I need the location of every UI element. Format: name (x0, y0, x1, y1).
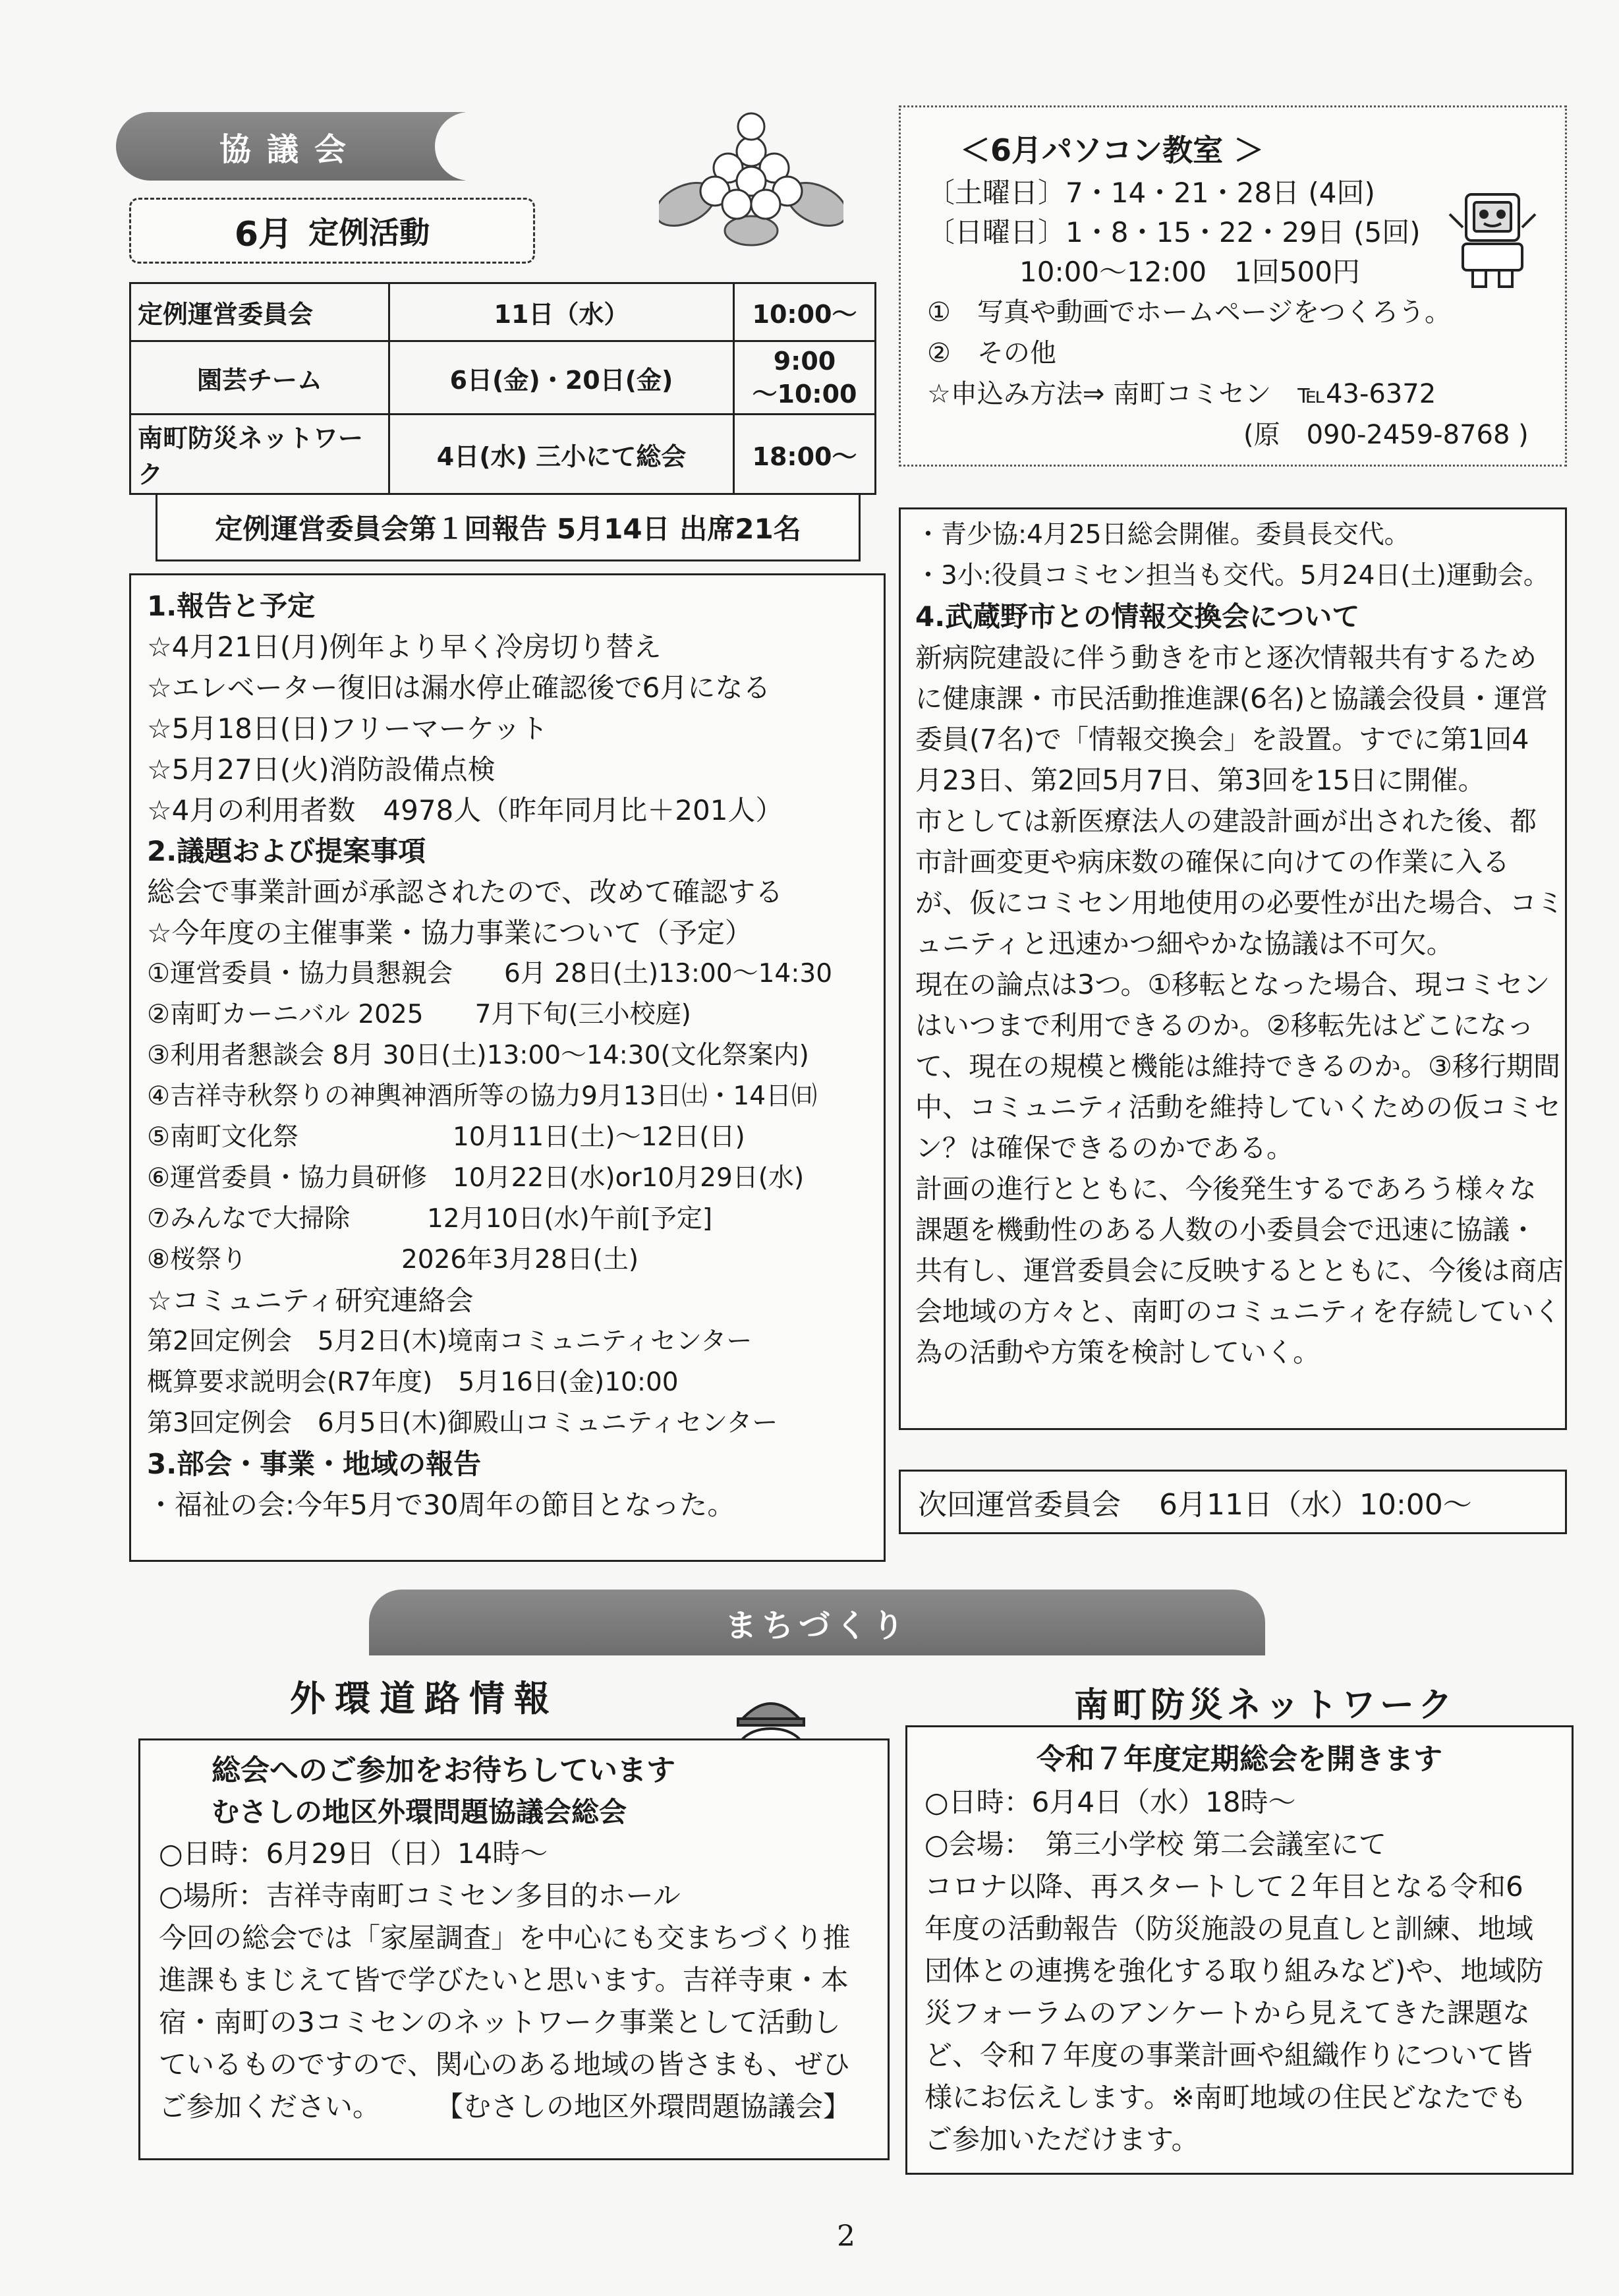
disaster-line: ○日時：6月4日（水）18時～ (924, 1786, 1296, 1818)
disaster-lead: 令和７年度定期総会を開きます (1037, 1742, 1442, 1776)
report-line: 概算要求説明会(R7年度) 5月16日(金)10:00 (147, 1367, 679, 1397)
pc-class-line: 〔日曜日〕1・8・15・22・29日 (5回) (927, 216, 1421, 248)
pc-class-line: ② その他 (927, 338, 1056, 368)
report-line: はいつまで利用できるのか。②移転先はどこになっ (915, 1010, 1534, 1041)
road-line: ているものですので、関心のある地域の皆さまも、ぜひ (159, 2048, 851, 2081)
report-line: ☆5月27日(火)消防設備点検 (147, 753, 496, 786)
schedule-name: 園芸チーム (130, 341, 389, 415)
disaster-line: 団体との連携を強化する取り組みなど)や、地域防 (924, 1955, 1544, 1987)
report-line: 総会で事業計画が承認されたので、改めて確認する (147, 876, 783, 908)
schedule-time: 10:00～ (734, 283, 876, 341)
schedule-table (129, 282, 876, 489)
disaster-network-box (905, 1725, 1574, 2175)
disaster-network-heading: 南町防災ネットワーク (1074, 1686, 1457, 1725)
schedule-date: 11日（水） (389, 283, 734, 341)
road-line: ○場所：吉祥寺南町コミセン多目的ホール (159, 1880, 681, 1912)
report-line: ・福祉の会:今年5月で30周年の節目となった。 (147, 1489, 735, 1521)
disaster-line: 様にお伝えします。※南町地域の住民どなたでも (924, 2081, 1527, 2113)
table-row (130, 415, 876, 494)
report-line: 第3回定例会 6月5日(木)御殿山コミュニティセンター (147, 1408, 778, 1438)
disaster-line: 年度の活動報告（防災施設の見直しと訓練、地域 (924, 1912, 1534, 1945)
pc-class-line: ☆申込み方法⇒ 南町コミセン ℡43-6372 (927, 379, 1436, 409)
report-line: に健康課・市民活動推進課(6名)と協議会役員・運営 (915, 683, 1548, 714)
report-line: ⑧桜祭り 2026年3月28日(土) (147, 1245, 639, 1275)
schedule-time: 9:00 ～10:00 (734, 341, 876, 415)
report-line: 会地域の方々と、南町のコミュニティを存続していく (915, 1296, 1561, 1327)
road-line: 今回の総会では「家屋調査」を中心にも交まちづくり推 (159, 1922, 851, 1954)
report-line: ⑦みんなで大掃除 12月10日(水)午前[予定] (147, 1204, 713, 1234)
report-left-box (129, 573, 886, 1562)
disaster-line: コロナ以降、再スタートして２年目となる令和6 (924, 1870, 1523, 1903)
schedule-date: 6日(金)・20日(金) (389, 341, 734, 415)
report-line: ・3小:役員コミセン担当も交代。5月24日(土)運動会。 (915, 561, 1549, 590)
disaster-line: ど、令和７年度の事業計画や組織作りについて皆 (924, 2039, 1533, 2071)
report-right-box (899, 507, 1567, 1430)
report-line: ☆4月の利用者数 4978人（昨年同月比＋201人） (147, 794, 783, 826)
road-line: 進課もまじえて皆で学びたいと思います。吉祥寺東・本 (159, 1964, 849, 1996)
report-line: ⑤南町文化祭 10月11日(土)～12日(日) (147, 1122, 745, 1152)
report-line: 月23日、第2回5月7日、第3回を15日に開催。 (915, 764, 1485, 796)
report-line: ン？は確保できるのかである。 (915, 1132, 1293, 1164)
report-line: 新病院建設に伴う動きを市と逐次情報共有するため (915, 642, 1537, 674)
section-title-kyogikai: 協議会 (116, 112, 465, 181)
disaster-line: ○会場： 第三小学校 第二会議室にて (924, 1828, 1386, 1860)
report-line: 為の活動や方策を検討していく。 (915, 1336, 1321, 1368)
report-line: 課題を機動性のある人数の小委員会で迅速に協議・ (915, 1214, 1537, 1246)
disaster-line: ご参加いただけます。 (924, 2123, 1199, 2156)
report-line: ・青少協:4月25日総会開催。委員長交代。 (915, 520, 1410, 550)
report-line: 共有し、運営委員会に反映するとともに、今後は商店 (915, 1255, 1564, 1286)
report-heading: 3.部会・事業・地域の報告 (147, 1448, 482, 1480)
activity-label: 定例活動 (308, 215, 430, 250)
report-line: 中、コミュニティ活動を維持していくための仮コミセ (915, 1091, 1561, 1123)
report-title: 定例運営委員会第１回報告 5月14日 出席21名 (215, 513, 801, 545)
pc-class-line: ① 写真や動画でホームページをつくろう。 (927, 297, 1452, 328)
report-line: ④吉祥寺秋祭りの神輿神酒所等の協力9月13日㈯・14日㈰ (147, 1081, 818, 1111)
next-meeting-box (899, 1470, 1567, 1534)
report-line: ☆今年度の主催事業・協力事業について（予定） (147, 917, 753, 949)
road-lead: 総会へのご参加をお待ちしています (212, 1754, 675, 1787)
report-line: ☆エレベーター復旧は漏水停止確認後で6月になる (147, 672, 771, 704)
report-line: 市計画変更や病床数の確保に向けての作業に入る (915, 846, 1510, 878)
report-heading: 4.武蔵野市との情報交換会について (915, 600, 1360, 633)
pc-class-line: 10:00～12:00 1回500円 (1019, 256, 1360, 288)
report-line: 委員(7名)で「情報交換会」を設置。すでに第1回4 (915, 724, 1529, 755)
pc-class-line: 〔土曜日〕7・14・21・28日 (4回) (927, 177, 1375, 209)
report-line: ②南町カーニバル 2025 7月下旬(三小校庭) (147, 1000, 691, 1029)
pc-class-line: (原 090-2459-8768 ) (1243, 420, 1529, 450)
schedule-name: 定例運営委員会 (130, 283, 389, 341)
month-label: 6月 (234, 214, 293, 254)
schedule-time: 18:00～ (734, 415, 876, 494)
road-line: ご参加ください。 【むさしの地区外環問題協議会】 (159, 2090, 851, 2123)
report-line: ①運営委員・協力員懇親会 6月 28日(土)13:00～14:30 (147, 959, 833, 989)
next-meeting-text: 次回運営委員会 6月11日（水）10:00～ (918, 1488, 1472, 1522)
computer-mascot-icon (1443, 188, 1542, 293)
road-line: 宿・南町の3コミセンのネットワーク事業として活動し (159, 2006, 841, 2038)
report-line: ⑥運営委員・協力員研修 10月22日(水)or10月29日(水) (147, 1163, 805, 1193)
table-row (130, 341, 876, 415)
pill-cutout (435, 112, 507, 181)
monthly-activity-box (129, 198, 535, 264)
report-line: て、現在の規模と機能は維持できるのか。③移行期間 (915, 1050, 1560, 1082)
table-row (130, 283, 876, 341)
report-title-box (156, 493, 861, 561)
disaster-line: 災フォーラムのアンケートから見えてきた課題な (924, 1997, 1530, 2029)
report-heading: 2.議題および提案事項 (147, 835, 426, 867)
section-title-machizukuri: まちづくり (369, 1590, 1265, 1655)
report-line: が、仮にコミセン用地使用の必要性が出た場合、コミ (915, 887, 1564, 919)
report-line: 計画の進行とともに、今後発生するであろう様々な (915, 1173, 1537, 1205)
hydrangea-icon (659, 105, 843, 247)
schedule-date: 4日(水) 三小にて総会 (389, 415, 734, 494)
road-info-box (138, 1738, 890, 2160)
road-info-heading: 外環道路情報 (290, 1678, 559, 1719)
schedule-name: 南町防災ネットワーク (130, 415, 389, 494)
report-line: ☆5月18日(日)フリーマーケット (147, 712, 548, 745)
report-line: 第2回定例会 5月2日(木)境南コミュニティセンター (147, 1327, 753, 1356)
report-line: 現在の論点は3つ。①移転となった場合、現コミセン (915, 969, 1550, 1000)
report-line: ③利用者懇談会 8月 30日(土)13:00～14:30(文化祭案内) (147, 1041, 809, 1070)
road-sub: むさしの地区外環問題協議会総会 (212, 1796, 627, 1828)
report-line: ☆4月21日(月)例年より早く冷房切り替え (147, 631, 662, 663)
report-heading: 1.報告と予定 (147, 590, 316, 622)
road-line: ○日時：6月29日（日）14時～ (159, 1837, 548, 1870)
page-number: 2 (837, 2220, 855, 2253)
report-line: ☆コミュニティ研究連絡会 (147, 1284, 474, 1317)
report-line: 市としては新医療法人の建設計画が出された後、都 (915, 805, 1537, 837)
pc-class-title: ＜6月パソコン教室 ＞ (960, 132, 1264, 168)
report-line: ュニティと迅速かつ細やかな協議は不可欠。 (915, 928, 1454, 960)
